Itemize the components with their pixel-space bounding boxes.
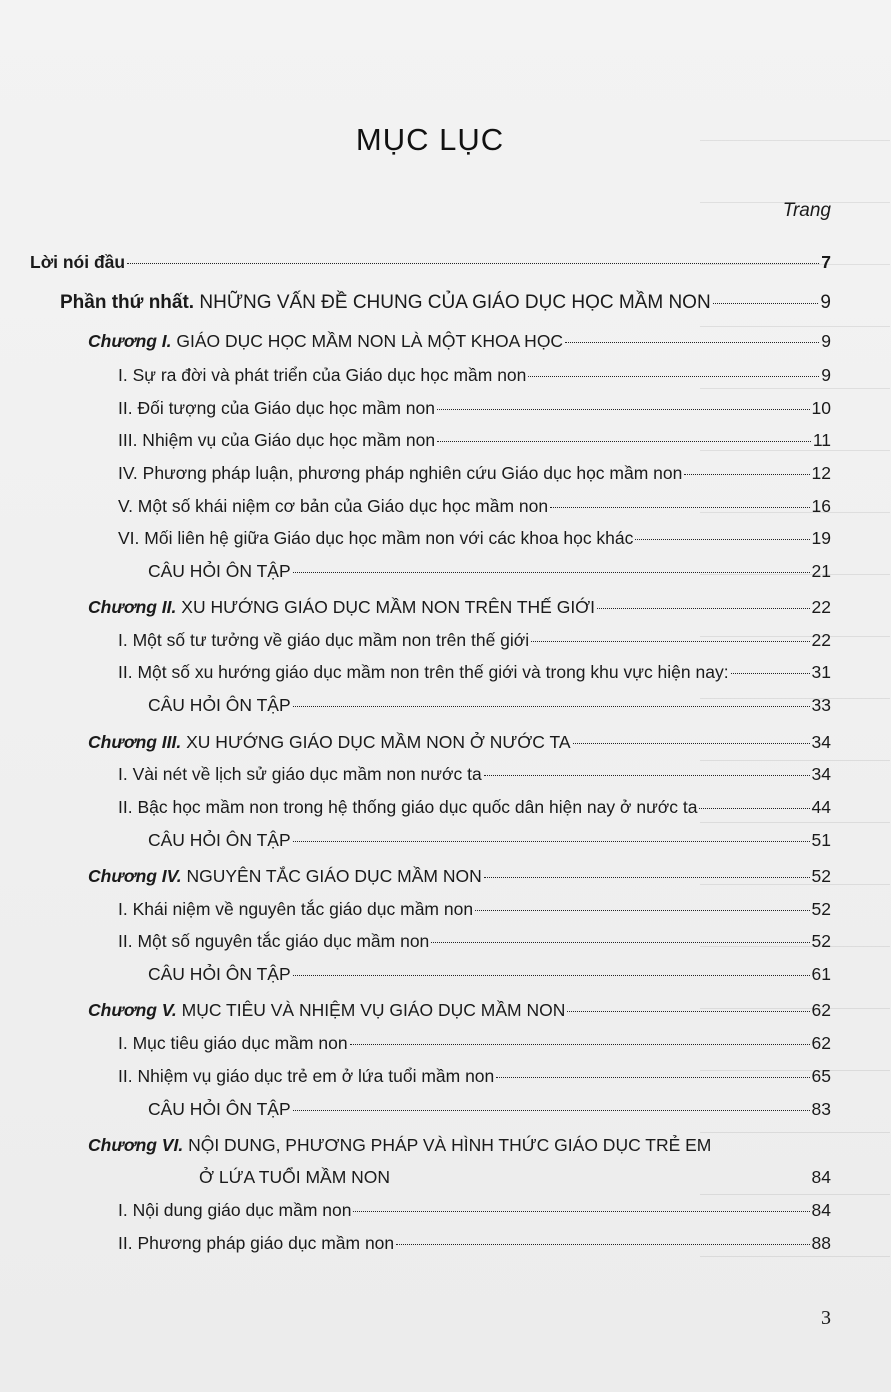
toc-page-number: 19 — [811, 528, 831, 548]
toc-page-number: 34 — [811, 732, 831, 752]
toc-entry-label: II. Một số nguyên tắc giáo dục mầm non — [118, 931, 430, 951]
toc-page-number: 12 — [811, 463, 831, 483]
toc-entry-review-questions[interactable] — [148, 962, 831, 986]
toc-page-number: 52 — [811, 899, 831, 919]
toc-entry-label — [88, 998, 565, 1022]
toc-page-number: 9 — [821, 365, 831, 385]
toc-entry-label: CÂU HỎI ÔN TẬP — [148, 964, 291, 984]
toc-entry-section[interactable] — [118, 1231, 831, 1255]
toc-entry-review-questions[interactable] — [148, 559, 831, 583]
dot-leader — [293, 975, 810, 976]
dot-leader — [573, 743, 810, 744]
toc-page-number: 52 — [811, 866, 831, 886]
toc-entry-label — [88, 1133, 711, 1157]
toc-entry-label: II. Một số xu hướng giáo dục mầm non trên thế giới và trong khu vực hiện nay: — [118, 662, 729, 682]
dot-leader — [350, 1044, 810, 1045]
toc-entry-label — [88, 329, 563, 353]
chapter-title: XU HƯỚNG GIÁO DỤC MẦM NON TRÊN THẾ GIỚI — [176, 597, 596, 617]
toc-page-number: 9 — [821, 331, 831, 351]
toc-entry-chapter-3[interactable] — [88, 730, 831, 754]
toc-entry-label: II. Đối tượng của Giáo dục học mầm non — [118, 398, 435, 418]
toc-entry-section[interactable] — [118, 1198, 831, 1222]
chapter-title: MỤC TIÊU VÀ NHIỆM VỤ GIÁO DỤC MẦM NON — [176, 1000, 566, 1020]
toc-entry-section[interactable] — [118, 461, 831, 485]
toc-entry-label: I. Một số tư tưởng về giáo dục mầm non trên thế giới — [118, 630, 530, 650]
toc-entry-label: I. Khái niệm về nguyên tắc giáo dục mầm non — [118, 899, 474, 919]
dot-leader — [567, 1011, 809, 1012]
dot-leader — [437, 409, 810, 410]
toc-page-number: 65 — [811, 1066, 831, 1086]
toc-entry-section[interactable] — [118, 1064, 831, 1088]
dot-leader — [293, 706, 810, 707]
toc-entry-label: VI. Mối liên hệ giữa Giáo dục học mầm non với các khoa học khác — [118, 528, 634, 548]
toc-page-number: 88 — [811, 1233, 831, 1253]
dot-leader — [684, 474, 809, 475]
toc-entry-section[interactable] — [118, 1031, 831, 1055]
toc-entry-label: CÂU HỎI ÔN TẬP — [148, 561, 291, 581]
toc-entry-chapter-2[interactable] — [88, 595, 831, 619]
toc-entry-label: Ở LỨA TUỔI MẦM NON — [199, 1167, 391, 1187]
toc-entry-label: II. Nhiệm vụ giáo dục trẻ em ở lứa tuổi mầm non — [118, 1066, 495, 1086]
toc-entry-preface[interactable] — [30, 250, 831, 274]
toc-page-number: 7 — [821, 252, 831, 272]
dot-leader — [597, 608, 809, 609]
dot-leader — [293, 841, 810, 842]
toc-page-number: 9 — [820, 292, 831, 313]
dot-leader — [293, 572, 810, 573]
dot-leader — [713, 303, 819, 304]
toc-entry-section[interactable] — [118, 428, 831, 452]
dot-leader — [353, 1211, 809, 1212]
chapter-prefix: Chương II. — [88, 597, 177, 617]
toc-entry-section[interactable] — [118, 526, 831, 550]
toc-entry-chapter-5[interactable] — [88, 998, 831, 1022]
page-column-label: Trang — [782, 200, 831, 221]
toc-page-number: 21 — [811, 561, 831, 581]
toc-entry-section[interactable] — [118, 363, 831, 387]
toc-entry-section[interactable] — [118, 795, 831, 819]
dot-leader — [531, 641, 809, 642]
dot-leader — [431, 942, 809, 943]
toc-page-number: 62 — [811, 1033, 831, 1053]
dot-leader — [127, 263, 819, 264]
dot-leader — [484, 877, 810, 878]
toc-entry-label — [88, 730, 571, 754]
toc-page-number: 11 — [812, 430, 831, 450]
toc-entry-label: II. Phương pháp giáo dục mầm non — [118, 1233, 395, 1253]
toc-page-number: 52 — [811, 931, 831, 951]
dot-leader — [396, 1244, 809, 1245]
toc-entry-section[interactable] — [118, 929, 831, 953]
toc-entry-label — [88, 864, 482, 888]
toc-page-number: 83 — [811, 1099, 831, 1119]
dot-leader — [635, 539, 809, 540]
toc-entry-section[interactable] — [118, 628, 831, 652]
toc-entry-review-questions[interactable] — [148, 693, 831, 717]
toc-page-number: 10 — [811, 398, 831, 418]
toc-page-number: 22 — [811, 630, 831, 650]
chapter-prefix: Chương III. — [88, 732, 182, 752]
toc-page-number: 84 — [811, 1167, 831, 1187]
chapter-prefix: Chương VI. — [88, 1135, 184, 1155]
toc-entry-label: IV. Phương pháp luận, phương pháp nghiên cứu Giáo dục học mầm non — [118, 463, 683, 483]
toc-entry-section[interactable] — [118, 494, 831, 518]
toc-entry-part-1[interactable] — [60, 291, 831, 315]
toc-page-number: 61 — [811, 964, 831, 984]
toc-page-number: 51 — [811, 830, 831, 850]
toc-entry-label: CÂU HỎI ÔN TẬP — [148, 1099, 291, 1119]
toc-entry-label: I. Nội dung giáo dục mầm non — [118, 1200, 352, 1220]
part-prefix: Phần thứ nhất. — [60, 292, 195, 313]
toc-entry-label — [60, 291, 711, 315]
toc-entry-label: II. Bậc học mầm non trong hệ thống giáo dục quốc dân hiện nay ở nước ta — [118, 797, 698, 817]
dot-leader — [293, 1110, 810, 1111]
toc-page-number: 33 — [811, 695, 831, 715]
dot-leader — [528, 376, 819, 377]
toc-entry-label: I. Mục tiêu giáo dục mầm non — [118, 1033, 348, 1053]
toc-entry-chapter-6-continued[interactable] — [199, 1165, 831, 1189]
toc-entry-review-questions[interactable] — [148, 828, 831, 852]
chapter-title: GIÁO DỤC HỌC MẦM NON LÀ MỘT KHOA HỌC — [171, 331, 564, 351]
toc-entry-label: III. Nhiệm vụ của Giáo dục học mầm non — [118, 430, 436, 450]
chapter-prefix: Chương V. — [88, 1000, 177, 1020]
chapter-title: NỘI DUNG, PHƯƠNG PHÁP VÀ HÌNH THỨC GIÁO DỤC TRẺ EM — [183, 1135, 712, 1155]
dot-leader — [565, 342, 819, 343]
toc-page-number: 31 — [811, 662, 831, 682]
chapter-title: XU HƯỚNG GIÁO DỤC MẦM NON Ở NƯỚC TA — [181, 732, 571, 752]
toc-entry-chapter-6[interactable] — [88, 1133, 831, 1157]
dot-leader — [484, 775, 810, 776]
toc-entry-label: Lời nói đầu — [30, 252, 126, 272]
dot-leader — [496, 1077, 809, 1078]
dot-leader — [437, 441, 811, 442]
toc-entry-label — [88, 595, 595, 619]
toc-entry-label: I. Vài nét về lịch sử giáo dục mầm non nước ta — [118, 764, 482, 784]
toc-entry-section[interactable] — [118, 660, 831, 684]
toc-entry-label: I. Sự ra đời và phát triển của Giáo dục học mầm non — [118, 365, 527, 385]
toc-page-number: 44 — [811, 797, 831, 817]
part-title: NHỮNG VẤN ĐỀ CHUNG CỦA GIÁO DỤC HỌC MẦM NON — [194, 292, 711, 313]
toc-page-number: 84 — [811, 1200, 831, 1220]
page-number-folio: 3 — [821, 1307, 831, 1329]
toc-page-number: 62 — [811, 1000, 831, 1020]
dot-leader — [699, 808, 809, 809]
toc-page-number: 34 — [811, 764, 831, 784]
dot-leader — [731, 673, 810, 674]
toc-page-number: 22 — [811, 597, 831, 617]
toc-entry-chapter-4[interactable] — [88, 864, 831, 888]
page-title: MỤC LỤC — [355, 122, 505, 157]
chapter-title: NGUYÊN TẮC GIÁO DỤC MẦM NON — [181, 866, 482, 886]
dot-leader — [475, 910, 809, 911]
toc-entry-label: CÂU HỎI ÔN TẬP — [148, 695, 291, 715]
toc-entry-section[interactable] — [118, 396, 831, 420]
toc-entry-chapter-1[interactable] — [88, 329, 831, 353]
toc-entry-section[interactable] — [118, 762, 831, 786]
toc-entry-label: CÂU HỎI ÔN TẬP — [148, 830, 291, 850]
chapter-prefix: Chương IV. — [88, 866, 182, 886]
dot-leader — [550, 507, 809, 508]
toc-entry-section[interactable] — [118, 897, 831, 921]
chapter-prefix: Chương I. — [88, 331, 172, 351]
toc-entry-label: V. Một số khái niệm cơ bản của Giáo dục học mầm non — [118, 496, 549, 516]
toc-entry-review-questions[interactable] — [148, 1097, 831, 1121]
toc-page-number: 16 — [811, 496, 831, 516]
